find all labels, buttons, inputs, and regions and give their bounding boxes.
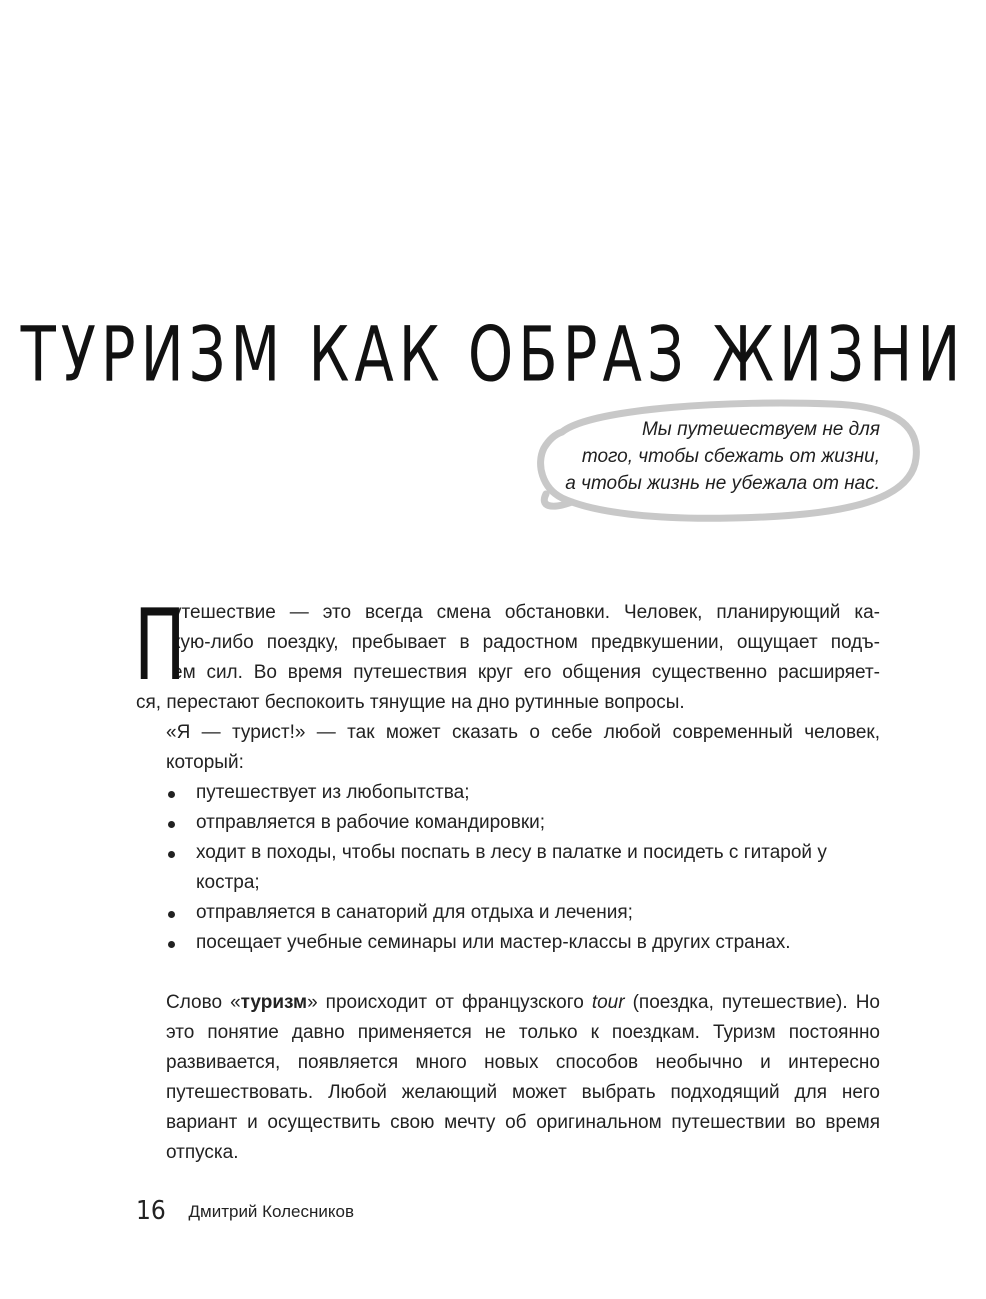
- list-item: отправляется в рабочие командировки;: [136, 808, 880, 838]
- page-footer: [136, 1196, 354, 1226]
- tourist-paragraph: «Я — турист!» — так может сказать о себе любой современный человек, который:: [166, 722, 880, 773]
- bold-term: туризм: [240, 992, 308, 1013]
- list-item: ходит в походы, чтобы поспать в лесу в палатке и посидеть с гитарой у костра;: [136, 838, 880, 898]
- intro-line: ся, перестают беспокоить тянущие на дно рутинные вопросы.: [136, 692, 685, 713]
- list-item: отправляется в санаторий для отдыха и лечения;: [136, 898, 880, 928]
- epigraph-line: Мы путешествуем не для: [641, 419, 880, 440]
- page-number: 16: [136, 1196, 166, 1226]
- intro-line: ем сил. Во время путешествия круг его общения существенно расширяет-: [172, 662, 880, 683]
- epigraph-line: того, чтобы сбежать от жизни,: [581, 446, 880, 467]
- epigraph-line: а чтобы жизнь не убежала от нас.: [565, 473, 880, 494]
- text-span: (поездка, путешествие). Но это понятие давно применяется не только к поездкам. Туризм постоянно развивается, появляется много новых способов необычно и интересно путешествовать. Любой желающий может выбрать подходящий для него вариант и осуществить свою мечту об оригинальном путешествии во время отпуска.: [166, 992, 880, 1163]
- text-span: » происходит от французского: [307, 992, 592, 1013]
- list-item: путешествует из любопытства;: [136, 778, 880, 808]
- text-span: Слово «: [166, 992, 241, 1013]
- chapter-title: ТУРИЗМ КАК ОБРАЗ ЖИЗНИ: [20, 312, 966, 400]
- tourist-types-list: [136, 778, 880, 958]
- word-origin-paragraph: [136, 988, 880, 1168]
- drop-cap-letter: П: [134, 589, 186, 703]
- intro-paragraph: [134, 589, 880, 718]
- intro-line: кую-либо поездку, пребывает в радостном предвкушении, ощущает подъ-: [172, 632, 880, 653]
- intro-line: утешествие — это всегда смена обстановки. Человек, планирующий ка-: [172, 602, 880, 623]
- author-name: Дмитрий Колесников: [188, 1202, 355, 1221]
- list-item: посещает учебные семинары или мастер-классы в других странах.: [136, 928, 880, 958]
- italic-term: tour: [591, 992, 625, 1013]
- epigraph-quote: [540, 416, 880, 497]
- body-text: [134, 589, 880, 1168]
